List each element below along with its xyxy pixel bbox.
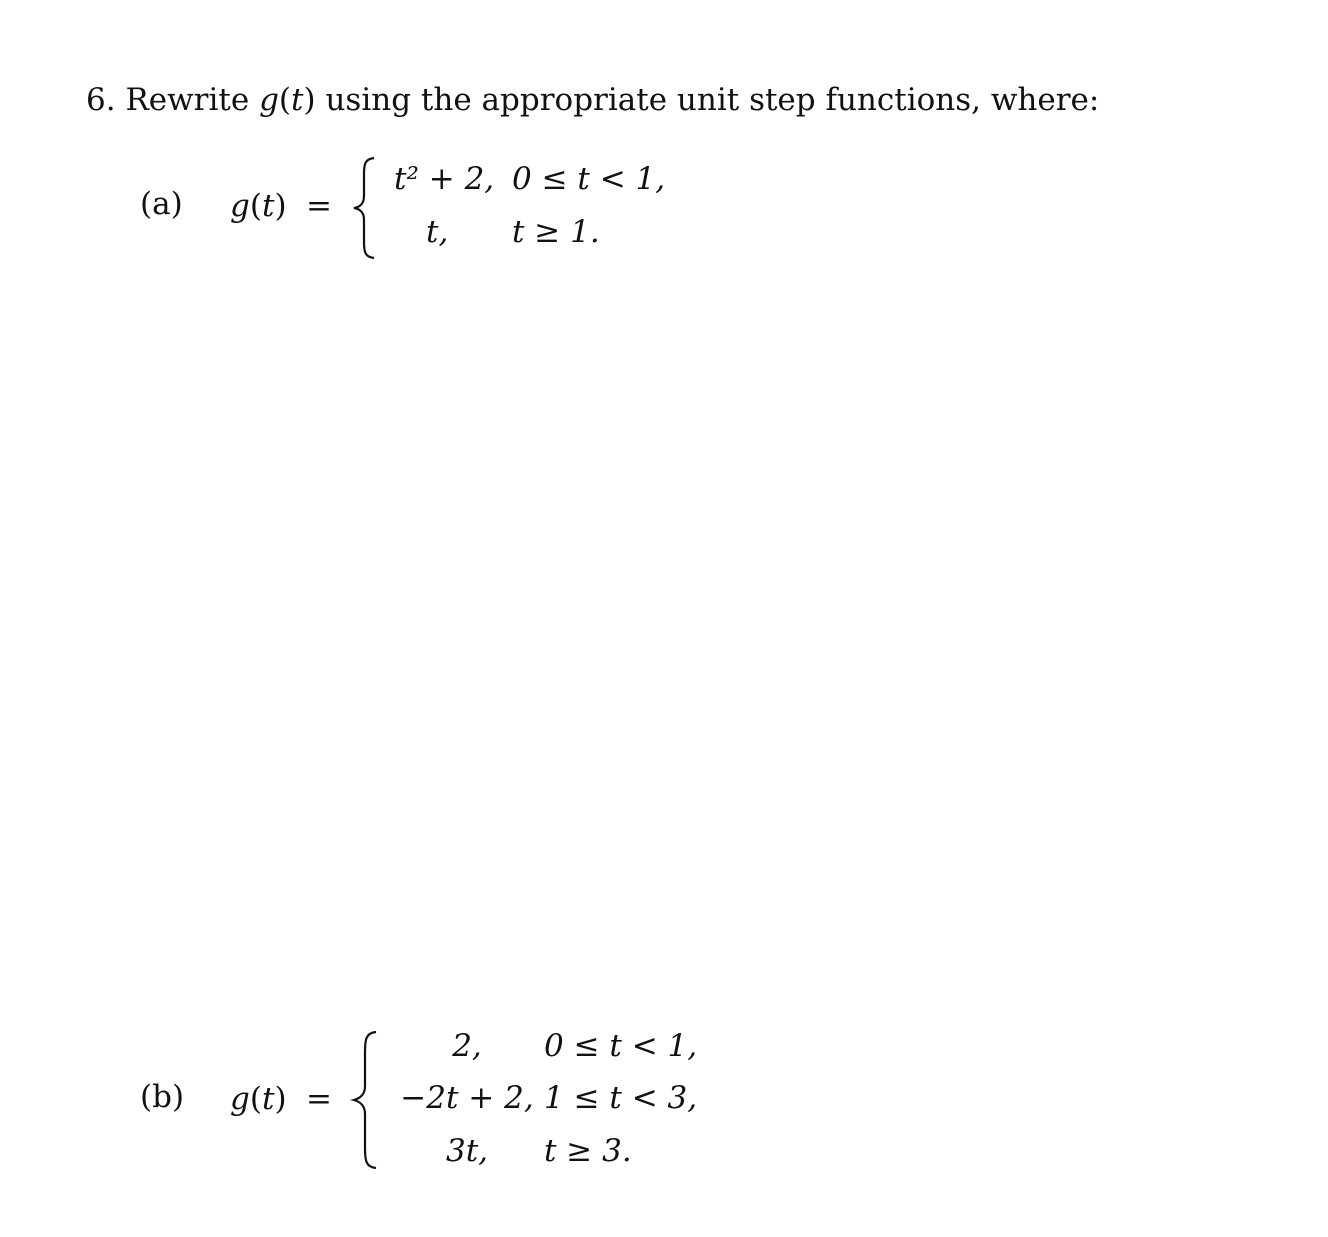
part-b-label: (b) bbox=[140, 1079, 185, 1115]
problem-func: g bbox=[259, 82, 279, 118]
part-a-case-2-expr: t, bbox=[426, 214, 449, 250]
part-a-equals: = bbox=[306, 188, 332, 224]
part-b-equals: = bbox=[306, 1081, 332, 1117]
part-b-case-1-cond: 0 ≤ t < 1, bbox=[544, 1028, 698, 1064]
problem-number: 6. bbox=[86, 82, 116, 118]
part-b-case-1-expr: 2, bbox=[452, 1028, 482, 1064]
part-a-case-1-expr: t² + 2, bbox=[394, 161, 495, 197]
part-b-case-3-cond: t ≥ 3. bbox=[544, 1133, 632, 1169]
part-b-lhs-var: t bbox=[261, 1081, 275, 1117]
part-a-case-2-cond: t ≥ 1. bbox=[512, 214, 600, 250]
part-a-lhs-var: t bbox=[261, 188, 275, 224]
problem-statement: 6. Rewrite g(t) using the appropriate unit step functions, where: bbox=[86, 82, 1100, 118]
part-b-case-2-cond: 1 ≤ t < 3, bbox=[544, 1080, 698, 1116]
part-a-lhs-func: g bbox=[230, 188, 250, 224]
part-b-case-3-expr: 3t, bbox=[445, 1133, 489, 1169]
problem-text-before: Rewrite bbox=[125, 82, 250, 118]
problem-var: t bbox=[291, 82, 304, 118]
part-a-left-brace bbox=[350, 156, 380, 260]
part-a-lhs: g(t) bbox=[230, 188, 287, 224]
part-b-lhs-func: g bbox=[230, 1081, 250, 1117]
part-a-case-1-cond: 0 ≤ t < 1, bbox=[512, 161, 666, 197]
part-b-lhs: g(t) bbox=[230, 1081, 287, 1117]
problem-text-after: using the appropriate unit step functions, where: bbox=[325, 82, 1100, 118]
part-b-left-brace bbox=[350, 1030, 382, 1170]
part-b-case-2-expr: −2t + 2, bbox=[400, 1080, 534, 1116]
part-a-label: (a) bbox=[140, 186, 183, 222]
